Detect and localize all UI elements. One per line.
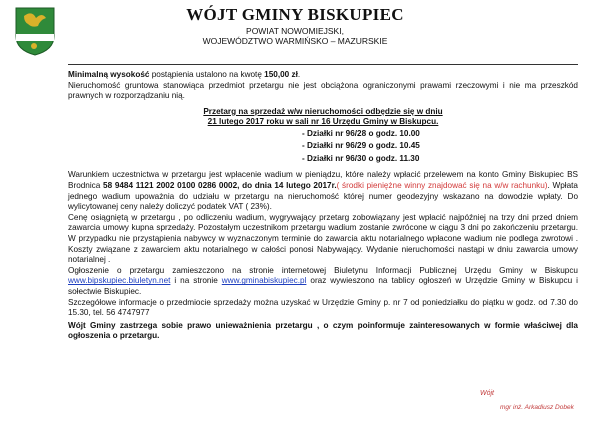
reservation-paragraph: Wójt Gminy zastrzega sobie prawo unieważnienia przetargu , o czym poinformuje zainteresowanych w formie właściwej dla ogłoszenia o przetargu.: [68, 320, 578, 341]
document-header: [160, 4, 430, 46]
document-body: [68, 70, 578, 342]
coat-of-arms-icon: [14, 6, 56, 56]
plot-item: - Działki nr 96/30 o godz. 11.30: [302, 153, 420, 163]
voivodeship-line: WOJEWÓDZTWO WARMIŃSKO – MAZURSKIE: [202, 36, 388, 46]
header-divider: [68, 64, 578, 65]
gmina-website-link[interactable]: www.gminabiskupiec.pl: [221, 276, 307, 286]
auction-date-heading: Przetarg na sprzedaż w/w nieruchomości odbędzie się w dniu 21 lutego 2017 roku w sali nr 16 Urzędu Gminy w Biskupcu.: [203, 106, 443, 127]
plot-item: - Działki nr 96/29 o godz. 10.45: [302, 141, 420, 151]
plot-item: - Działki nr 96/28 o godz. 10.00: [302, 128, 420, 138]
contact-paragraph: Szczegółowe informacje o przedmiocie sprzedaży można uzyskać w Urzędzie Gminy p. nr 7 od poniedziałku do piątku w godz. od 7.30 do 15.30, tel. 56 4747977: [68, 297, 578, 318]
plot-schedule: [68, 128, 578, 166]
deposit-paragraph: Warunkiem uczestnictwa w przetargu jest wpłacenie wadium w pieniądzu, które należy wpłacić przelewem na konto Gminy Biskupiec BS Brodnica 58 9484 1121 2002 0100 0286 0002, do dnia 14 lutego 2017r.( środki pieniężne winny znajdować się na w/w rachunku). Wpłata jednego wadium upoważnia do udziału w przetargu na nieruchomość której numer geodezyjny wskazano na dowodzie wpłaty. Do wylicytowanej ceny należy doliczyć podatek VAT ( 23%).: [68, 170, 578, 212]
publication-paragraph: Ogłoszenie o przetargu zamieszczono na stronie internetowej Biuletynu Informacji Publicznej Urzędu Gminy w Biskupcu www.bipskupiec.biuletyn.net i na stronie www.gminabiskupiec.pl oraz wywieszono na tablicy ogłoszeń w Urzędzie Gminy w Biskupcu i sołectwie Biskupiec.: [68, 265, 578, 296]
payment-paragraph: Cenę osiągniętą w przetargu , po odliczeniu wadium, wygrywający przetarg zobowiązany jest wpłacić najpóźniej na trzy dni przed dniem zawarcia umowy kupna sprzedaży. Pozostałym uczestnikom przetargu wadium zostanie zwrócone w ciągu 3 dni po zakończeniu przetargu. W przypadku nie przystąpienia nabywcy w wyznaczonym terminie do zawarcia aktu notarialnego wpłacone wadium nie podlega zwrotowi . Koszty związane z zawarciem aktu notarialnego w całości ponosi Nabywający. Wydanie nieruchomości nastąpi w dniu zawarcia umowy notarialnej .: [68, 212, 578, 265]
signature-title: Wójt: [480, 390, 494, 397]
signature-name: mgr inż. Arkadiusz Dobek: [500, 404, 574, 411]
min-increment-paragraph: Minimalną wysokość postąpienia ustalono na kwotę 150,00 zł.: [68, 70, 301, 79]
county-line: POWIAT NOWOMIEJSKI,: [246, 26, 344, 36]
bip-link[interactable]: www.bipskupiec.biuletyn.net: [68, 276, 171, 286]
encumbrance-paragraph: Nieruchomość gruntowa stanowiąca przedmiot przetargu nie jest obciążona ograniczonymi prawami rzeczowymi i nie ma przeszkód prawnych w rozporządzaniu nią.: [68, 80, 578, 101]
office-title: WÓJT GMINY BISKUPIEC: [186, 5, 404, 24]
